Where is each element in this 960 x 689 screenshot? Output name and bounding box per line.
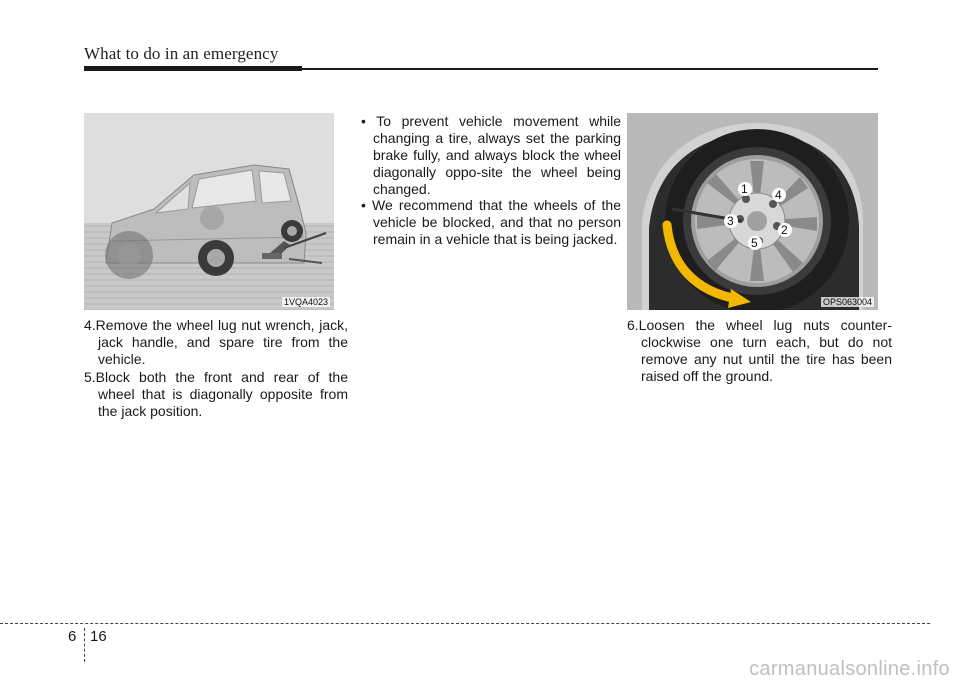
footer-rule bbox=[0, 623, 930, 624]
car-on-jack-illustration bbox=[84, 113, 334, 310]
car-jack-figure bbox=[84, 113, 334, 310]
lug-number-2: 2 bbox=[781, 223, 788, 237]
wheel-lug-nut-sequence-illustration bbox=[627, 113, 878, 310]
figure-caption-left: 1VQA4023 bbox=[283, 297, 328, 307]
lug-number-3: 3 bbox=[727, 214, 734, 228]
page-number: 16 bbox=[90, 628, 107, 645]
warning-bullet-parking-brake: • To prevent vehicle movement while changing a tire, always set the parking brake fully, and always block the wheel diagonally oppo-site the wheel being changed. bbox=[361, 113, 621, 197]
watermark: carmanualsonline.info bbox=[749, 658, 950, 680]
lug-number-4: 4 bbox=[775, 188, 782, 202]
chapter-number: 6 bbox=[68, 628, 77, 645]
header-rule bbox=[84, 66, 878, 70]
instruction-step-6: 6.Loosen the wheel lug nuts counter-clockwise one turn each, but do not remove any nut until the tire has been raised off the ground. bbox=[627, 317, 892, 384]
instruction-step-4: 4.Remove the wheel lug nut wrench, jack, jack handle, and spare tire from the vehicle. bbox=[84, 317, 348, 367]
lug-number-1: 1 bbox=[741, 182, 748, 196]
wheel-lug-figure bbox=[627, 113, 878, 310]
lug-number-5: 5 bbox=[751, 236, 758, 250]
figure-caption-right: OPS063004 bbox=[822, 297, 872, 307]
page-header-title: What to do in an emergency bbox=[84, 44, 279, 63]
warning-bullet-block-wheels: • We recommend that the wheels of the vehicle be blocked, and that no person remain in a vehicle that is being jacked. bbox=[361, 197, 621, 247]
instruction-step-5: 5.Block both the front and rear of the wheel that is diagonally opposite from the jack position. bbox=[84, 369, 348, 419]
footer-divider bbox=[84, 628, 85, 662]
